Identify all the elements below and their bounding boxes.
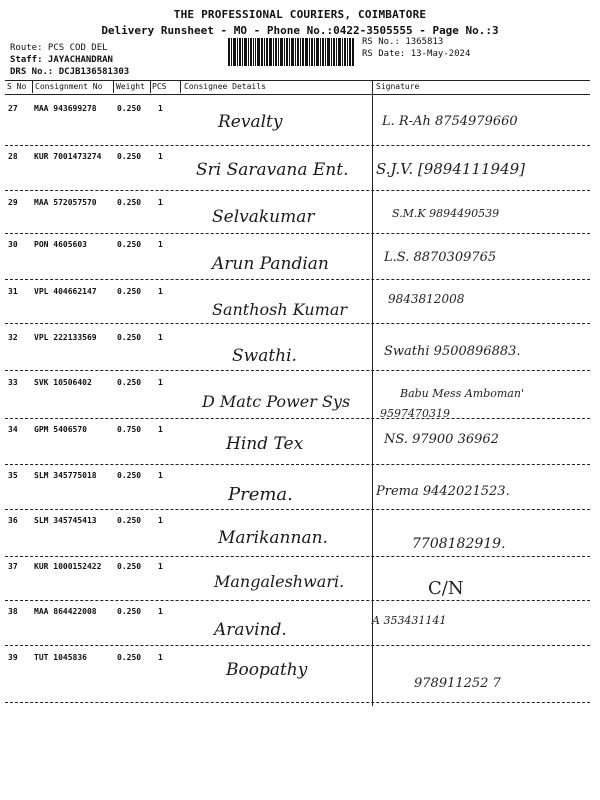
- row-pcs: 1: [158, 562, 163, 571]
- row-pcs: 1: [158, 516, 163, 525]
- row-divider: [5, 418, 590, 419]
- row-pcs: 1: [158, 425, 163, 434]
- row-signature: 9843812008: [388, 292, 465, 306]
- row-consignment: MAA 943699278: [34, 104, 97, 113]
- col-header-pcs: PCS: [152, 82, 167, 91]
- row-consignment: SLM 345745413: [34, 516, 97, 525]
- row-weight: 0.250: [117, 562, 142, 571]
- row-pcs: 1: [158, 378, 163, 387]
- row-consignee-handwritten: Hind Tex: [226, 434, 304, 454]
- row-sno: 36: [8, 516, 18, 525]
- header-bottom-rule: [5, 94, 590, 95]
- col-header-sno: S No: [7, 82, 27, 91]
- row-signature: L. R-Ah 8754979660: [382, 114, 518, 129]
- row-divider: [5, 702, 590, 703]
- row-divider: [5, 645, 590, 646]
- runsheet-subtitle: Delivery Runsheet - MO - Phone No.:0422-3505555 - Page No.:3: [101, 24, 499, 37]
- row-pcs: 1: [158, 240, 163, 249]
- row-consignment: MAA 572057570: [34, 198, 97, 207]
- row-divider: [5, 464, 590, 465]
- row-consignee-handwritten: Mangaleshwari.: [214, 572, 345, 591]
- row-consignee-handwritten: Arun Pandian: [212, 254, 329, 274]
- row-weight: 0.250: [117, 104, 142, 113]
- row-weight: 0.250: [117, 516, 142, 525]
- col-divider: [150, 81, 151, 93]
- row-pcs: 1: [158, 104, 163, 113]
- row-signature: C/N: [428, 578, 464, 599]
- row-sno: 34: [8, 425, 18, 434]
- row-pcs: 1: [158, 198, 163, 207]
- col-divider: [180, 81, 181, 93]
- row-consignment: KUR 1000152422: [34, 562, 102, 571]
- col-divider: [113, 81, 114, 93]
- row-consignee-handwritten: Prema.: [228, 484, 293, 505]
- barcode-image: [228, 38, 354, 66]
- row-weight: 0.250: [117, 607, 142, 616]
- row-sno: 37: [8, 562, 18, 571]
- row-pcs: 1: [158, 152, 163, 161]
- row-consignee-handwritten: D Matc Power Sys: [202, 392, 351, 411]
- row-weight: 0.250: [117, 152, 142, 161]
- rs-date: RS Date: 13-May-2024: [362, 49, 471, 59]
- row-divider: [5, 556, 590, 557]
- row-consignment: VPL 222133569: [34, 333, 97, 342]
- row-weight: 0.750: [117, 425, 142, 434]
- row-weight: 0.250: [117, 471, 142, 480]
- row-divider: [5, 323, 590, 324]
- row-consignee-handwritten: Aravind.: [214, 620, 287, 640]
- row-divider: [5, 190, 590, 191]
- row-weight: 0.250: [117, 653, 142, 662]
- row-sno: 33: [8, 378, 18, 387]
- row-consignment: PON 4605603: [34, 240, 87, 249]
- row-signature: S.M.K 9894490539: [392, 207, 500, 220]
- row-divider: [5, 145, 590, 146]
- row-weight: 0.250: [117, 198, 142, 207]
- row-pcs: 1: [158, 471, 163, 480]
- route-label: Route: PCS COD DEL: [10, 43, 108, 53]
- row-consignee-handwritten: Selvakumar: [212, 207, 315, 227]
- row-divider: [5, 279, 590, 280]
- row-weight: 0.250: [117, 240, 142, 249]
- col-divider: [32, 81, 33, 93]
- row-consignment: MAA 864422008: [34, 607, 97, 616]
- row-consignment: KUR 7001473274: [34, 152, 102, 161]
- row-sno: 38: [8, 607, 18, 616]
- row-sno: 35: [8, 471, 18, 480]
- row-consignment: GPM 5406570: [34, 425, 87, 434]
- staff-label: Staff: JAYACHANDRAN: [10, 55, 113, 65]
- row-signature: S.J.V. [9894111949]: [376, 160, 526, 178]
- row-signature: A 353431141: [372, 614, 447, 627]
- col-header-consignment: Consignment No: [35, 82, 103, 91]
- row-divider: [5, 509, 590, 510]
- row-pcs: 1: [158, 607, 163, 616]
- row-signature: L.S. 8870309765: [384, 250, 497, 265]
- row-sno: 28: [8, 152, 18, 161]
- company-title: THE PROFESSIONAL COURIERS, COIMBATORE: [173, 8, 427, 21]
- row-signature: 7708182919.: [412, 536, 506, 552]
- row-pcs: 1: [158, 653, 163, 662]
- rs-number: RS No.: 1365813: [362, 37, 444, 47]
- row-signature: Prema 9442021523.: [376, 484, 510, 499]
- col-header-signature: Signature: [376, 82, 420, 91]
- row-pcs: 1: [158, 287, 163, 296]
- row-consignee-handwritten: Marikannan.: [218, 528, 328, 548]
- col-header-weight: Weight: [116, 82, 145, 91]
- row-sno: 32: [8, 333, 18, 342]
- row-consignment: TUT 1045836: [34, 653, 87, 662]
- row-divider: [5, 370, 590, 371]
- row-divider: [5, 600, 590, 601]
- row-weight: 0.250: [117, 287, 142, 296]
- row-sno: 29: [8, 198, 18, 207]
- row-consignment: SLM 345775018: [34, 471, 97, 480]
- row-consignee-handwritten: Boopathy: [226, 660, 308, 680]
- row-consignee-handwritten: Sri Saravana Ent.: [196, 160, 349, 180]
- row-weight: 0.250: [117, 333, 142, 342]
- row-consignment: VPL 404662147: [34, 287, 97, 296]
- row-sno: 30: [8, 240, 18, 249]
- col-header-consignee: Consignee Details: [184, 82, 266, 91]
- row-consignee-handwritten: Revalty: [218, 112, 283, 132]
- row-consignment: SVK 10506402: [34, 378, 92, 387]
- row-signature: Swathi 9500896883.: [384, 344, 521, 359]
- row-sno: 39: [8, 653, 18, 662]
- signature-divider: [372, 81, 373, 706]
- row-weight: 0.250: [117, 378, 142, 387]
- row-consignee-handwritten: Swathi.: [232, 346, 297, 366]
- row-sno: 27: [8, 104, 18, 113]
- row-divider: [5, 233, 590, 234]
- row-signature: Babu Mess Amboman' 9597470319: [380, 387, 524, 420]
- table-top-rule: [5, 80, 590, 81]
- row-consignee-handwritten: Santhosh Kumar: [212, 300, 348, 319]
- row-sno: 31: [8, 287, 18, 296]
- row-signature: NS. 97900 36962: [384, 432, 499, 447]
- drs-number: DRS No.: DCJB136581303: [10, 67, 130, 77]
- row-pcs: 1: [158, 333, 163, 342]
- row-signature: 978911252 7: [414, 676, 501, 691]
